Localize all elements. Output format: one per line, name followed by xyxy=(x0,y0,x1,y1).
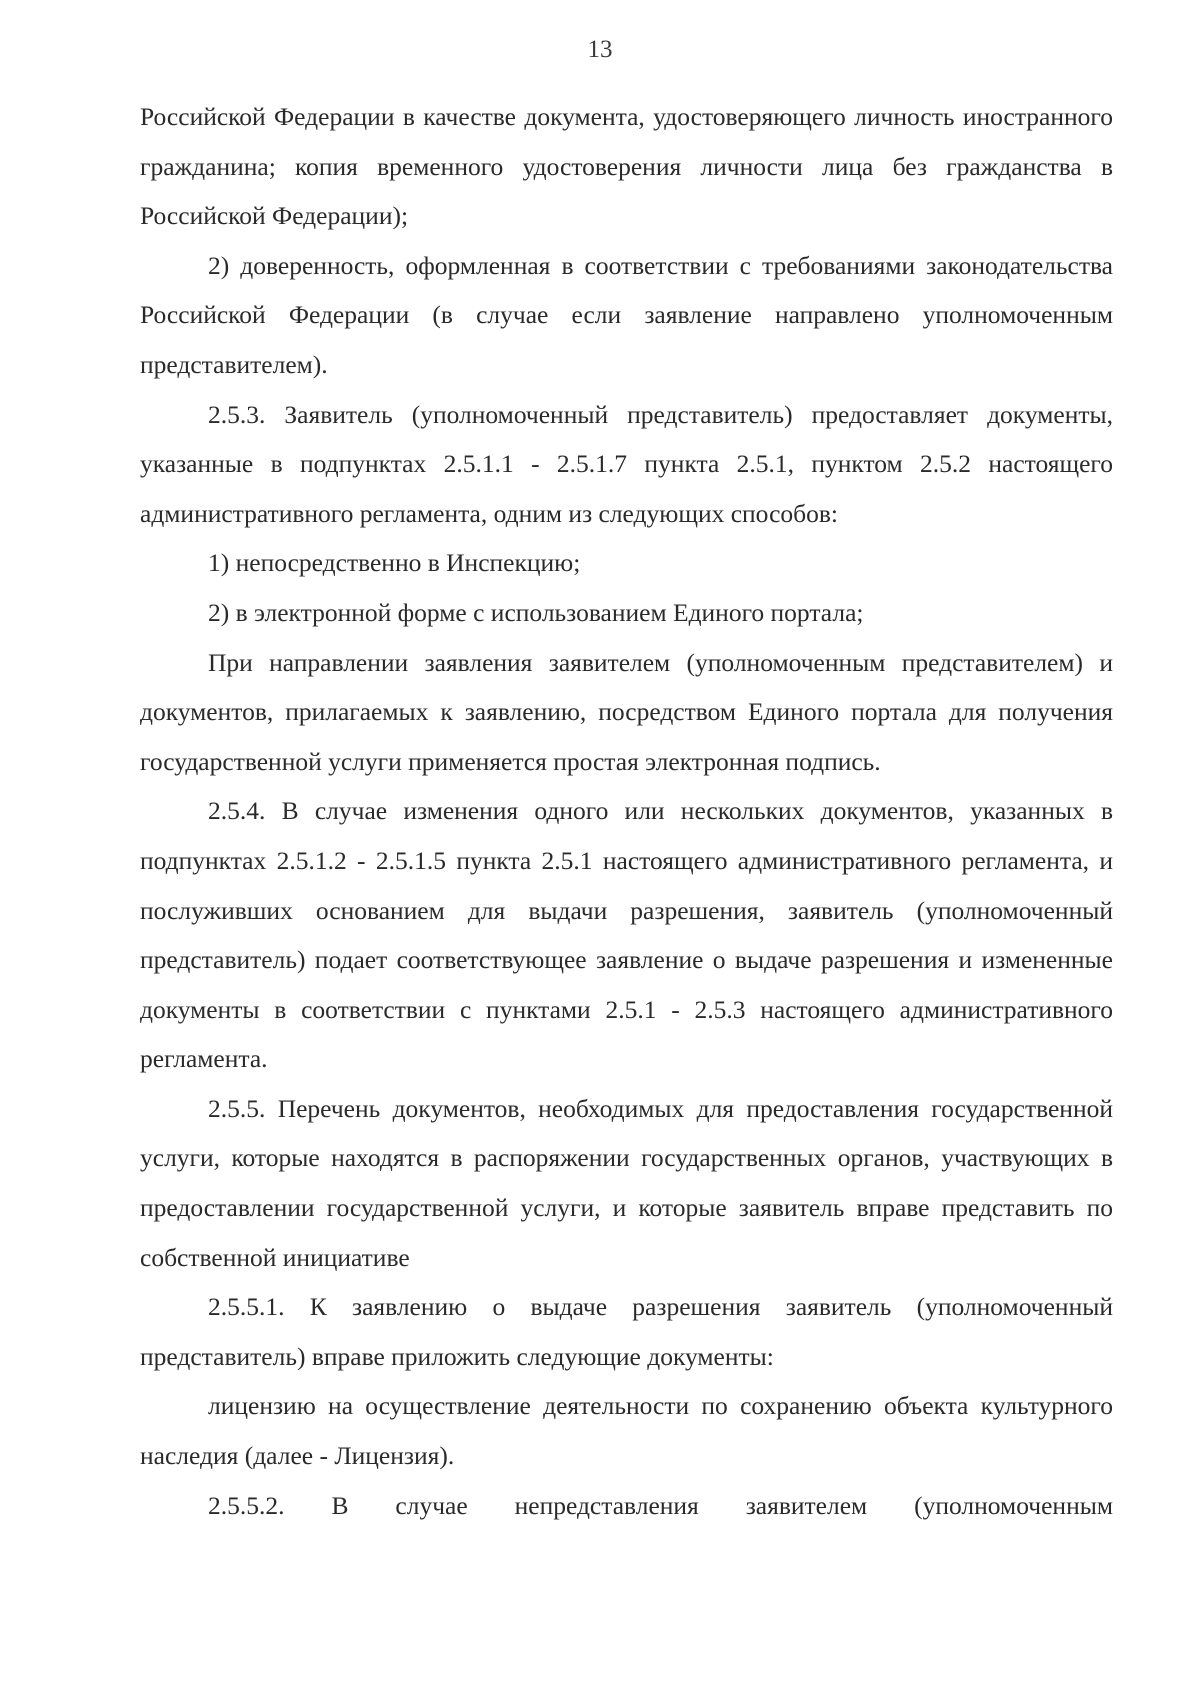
paragraph-continuation-identity-documents: Российской Федерации в качестве документа, удостоверяющего личность иностранного гражданина; копия временного удостоверения личности лица без гражданства в Российской Федерации); xyxy=(140,102,1113,231)
paragraph-power-of-attorney: 2) доверенность, оформленная в соответствии с требованиями законодательства Российской Федерации (в случае если заявление направлено уполномоченным представителем). xyxy=(140,250,1113,379)
paragraph-method-inspection: 1) непосредственно в Инспекцию; xyxy=(208,548,581,578)
paragraph-2-5-5: 2.5.5. Перечень документов, необходимых для предоставления государственной услуги, которые находятся в распоряжении государственных органов, участвующих в предоставлении государственной услуги, и которые заявитель вправе представить по собственной инициативе xyxy=(140,1093,1113,1272)
paragraph-license: лицензию на осуществление деятельности по сохранению объекта культурного наследия (далее - Лицензия). xyxy=(140,1391,1113,1471)
paragraph-2-5-5-2: 2.5.5.2. В случае непредставления заявителем (уполномоченным xyxy=(208,1490,1113,1520)
paragraph-method-portal: 2) в электронной форме с использованием Единого портала; xyxy=(208,597,864,627)
paragraph-2-5-5-1: 2.5.5.1. К заявлению о выдаче разрешения заявитель (уполномоченный представитель) вправе приложить следующие документы: xyxy=(140,1292,1113,1371)
document-body xyxy=(140,92,1113,1530)
paragraph-2-5-4: 2.5.4. В случае изменения одного или нескольких документов, указанных в подпунктах 2.5.1.2 - 2.5.1.5 пункта 2.5.1 настоящего административного регламента, и послуживших основанием для выдачи разрешения, заявитель (уполномоченный представитель) подает соответствующее заявление о выдаче разрешения и измененные документы в соответствии с пунктами 2.5.1 - 2.5.3 настоящего административного регламента. xyxy=(140,796,1113,1074)
paragraph-electronic-signature: При направлении заявления заявителем (уполномоченным представителем) и документов, прилагаемых к заявлению, посредством Единого портала для получения государственной услуги применяется простая электронная подпись. xyxy=(140,647,1113,776)
page-number: 13 xyxy=(587,36,613,63)
paragraph-2-5-3: 2.5.3. Заявитель (уполномоченный представитель) предоставляет документы, указанные в подпунктах 2.5.1.1 - 2.5.1.7 пункта 2.5.1, пунктом 2.5.2 настоящего административного регламента, одним из следующих способов: xyxy=(140,399,1113,528)
